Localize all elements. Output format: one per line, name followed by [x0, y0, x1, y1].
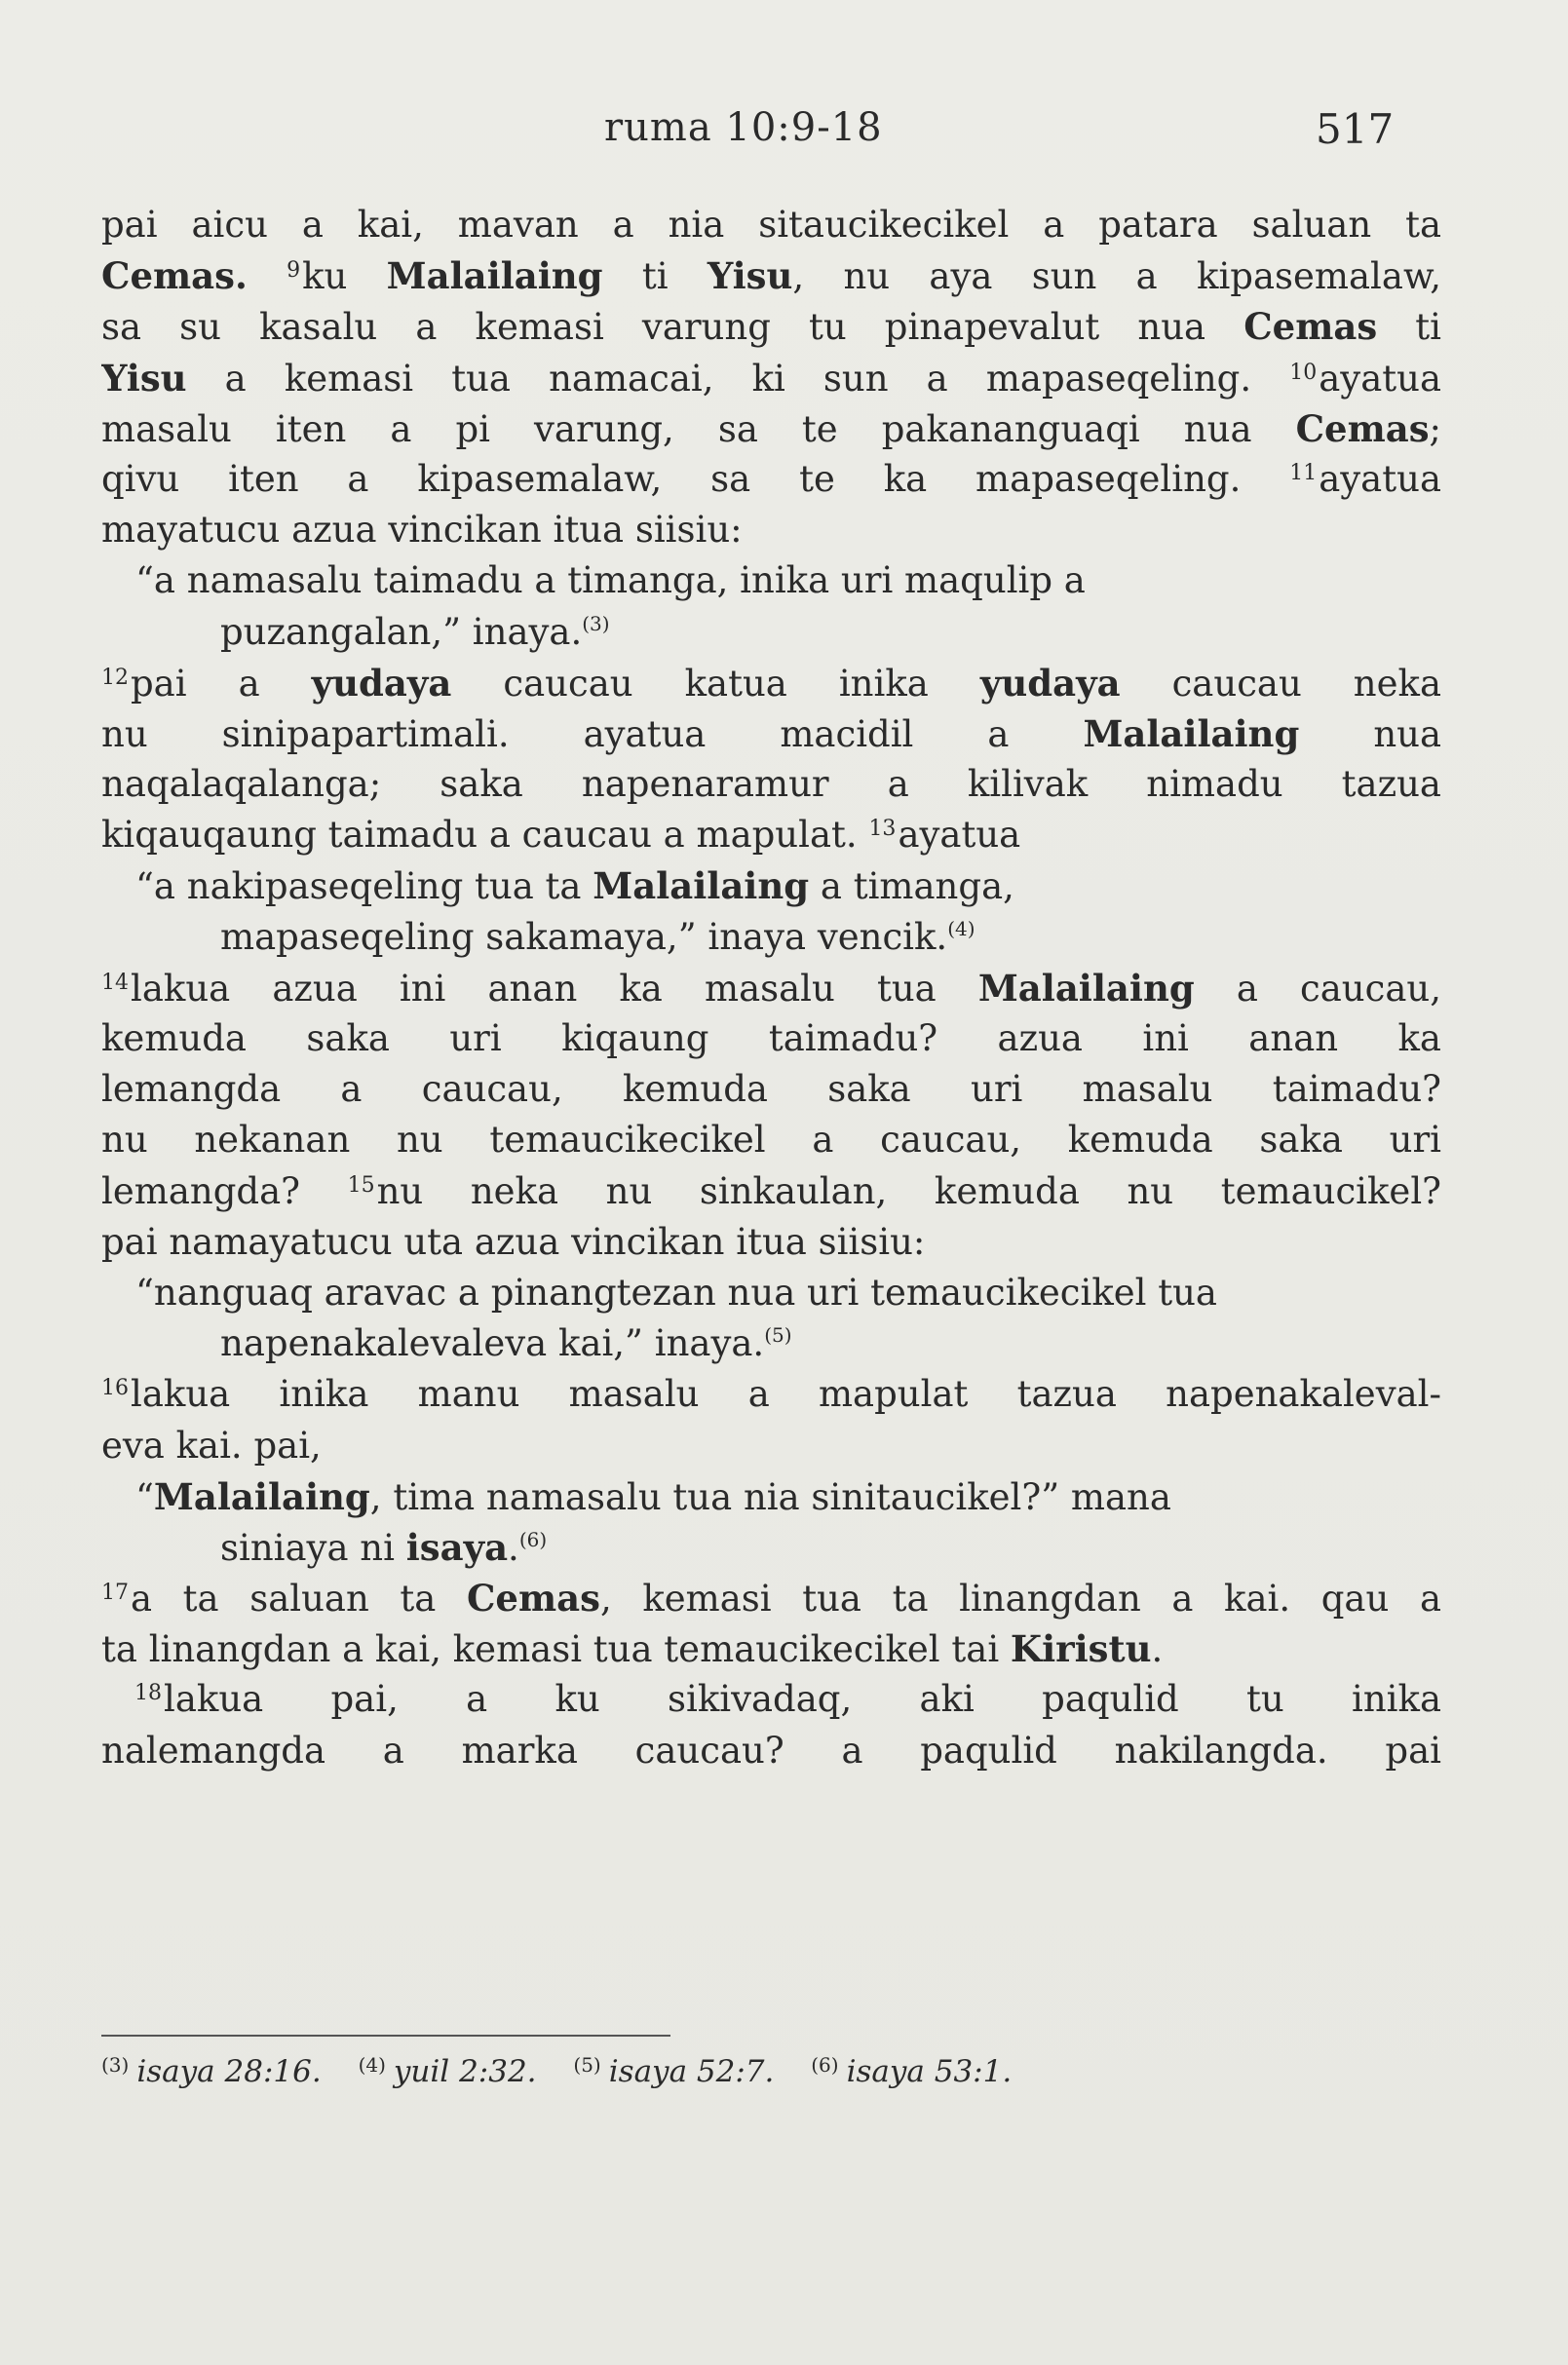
- text-line: lemangda? $^{15}$nu neka nu sinkaulan, kemuda nu temaucikel?: [101, 1169, 1441, 1212]
- text-line: $^{18}$lakua pai, a ku sikivadaq, aki paqulid tu inika: [134, 1678, 1441, 1721]
- quote-line: “a namasalu taimadu a timanga, inika uri maqulip a: [135, 559, 1086, 602]
- text-line: sa su kasalu a kemasi varung tu pinapevalut nua Cemas ti: [101, 305, 1441, 349]
- text-line: lemangda a caucau, kemuda saka uri masalu taimadu?: [101, 1068, 1441, 1111]
- text-line: masalu iten a pi varung, sa te pakananguaqi nua Cemas;: [101, 406, 1441, 450]
- text-line: Yisu a kemasi tua namacai, ki sun a mapaseqeling. $^{10}$ayatua: [101, 356, 1441, 400]
- text-line: pai namayatucu uta azua vincikan itua siisiu:: [101, 1220, 926, 1263]
- quote-line: puzangalan,” inaya.$^{(3)}$: [220, 610, 610, 653]
- text-line: nalemangda a marka caucau? a paqulid nakilangda. pai: [101, 1729, 1441, 1772]
- text-line: $^{12}$pai a yudaya caucau katua inika yudaya caucau neka: [101, 661, 1441, 705]
- footnote: $^{(4)}$ yuil 2:32.: [358, 2053, 537, 2089]
- text-line: $^{17}$a ta saluan ta Cemas, kemasi tua ta linangdan a kai. qau a: [101, 1577, 1441, 1621]
- quote-line: napenakalevaleva kai,” inaya.$^{(5)}$: [220, 1322, 792, 1365]
- footnote: $^{(3)}$ isaya 28:16.: [101, 2053, 322, 2089]
- text-line: eva kai. pai,: [101, 1424, 322, 1467]
- verse-number: 18: [134, 1681, 162, 1706]
- verse-number: 12: [101, 665, 129, 690]
- body-text: [101, 200, 1441, 1776]
- footnotes: [101, 2054, 1368, 2089]
- footnote-ref: (3): [582, 611, 610, 635]
- text-line: kemuda saka uri kiqaung taimadu? azua ini anan ka: [101, 1017, 1441, 1059]
- verse-number: 16: [101, 1376, 129, 1401]
- text-line: qivu iten a kipasemalaw, sa te ka mapaseqeling. $^{11}$ayatua: [101, 457, 1441, 500]
- text-line: kiqauqaung taimadu a caucau a mapulat. $^{13}$ayatua: [101, 814, 1021, 857]
- verse-number: 17: [101, 1581, 129, 1606]
- footnote-divider: [101, 2035, 670, 2037]
- footnote: $^{(5)}$ isaya 52:7.: [573, 2053, 775, 2089]
- footnote-ref: (6): [518, 1527, 548, 1551]
- text-line: naqalaqalanga; saka napenaramur a kilivak nimadu tazua: [101, 763, 1441, 806]
- quote-line: “nanguaq aravac a pinangtezan nua uri temaucikecikel tua: [135, 1271, 1217, 1314]
- quote-line: “a nakipaseqeling tua ta Malailaing a timanga,: [135, 864, 1014, 908]
- running-head: ruma 10:9-18: [604, 105, 883, 150]
- page-header: [0, 105, 1568, 164]
- page-number: 517: [1316, 105, 1395, 153]
- text-line: nu nekanan nu temaucikecikel a caucau, kemuda saka uri: [101, 1119, 1441, 1162]
- verse-number: 9: [287, 258, 301, 284]
- quote-line: mapaseqeling sakamaya,” inaya vencik.$^{(4)}$: [220, 915, 975, 958]
- quote-line: “Malailaing, tima namasalu tua nia sinitaucikel?” mana: [135, 1474, 1171, 1518]
- text-line: $^{16}$lakua inika manu masalu a mapulat tazua napenakaleval-: [101, 1373, 1441, 1416]
- text-line: $^{14}$lakua azua ini anan ka masalu tua Malailaing a caucau,: [101, 966, 1441, 1010]
- text-line: Cemas. $^9$ku Malailaing ti Yisu, nu aya sun a kipasemalaw,: [101, 254, 1441, 298]
- footnote-ref: (5): [764, 1323, 792, 1348]
- text-line: mayatucu azua vincikan itua siisiu:: [101, 509, 743, 552]
- footnote-ref: (4): [947, 916, 975, 940]
- text-line: ta linangdan a kai, kemasi tua temaucikecikel tai Kiristu.: [101, 1627, 1164, 1671]
- text-line: nu sinipapartimali. ayatua macidil a Malailaing nua: [101, 711, 1441, 755]
- text-line: pai aicu a kai, mavan a nia sitaucikecikel a patara saluan ta: [101, 204, 1441, 246]
- footnote: $^{(6)}$ isaya 53:1.: [811, 2053, 1013, 2089]
- verse-number: 10: [1289, 360, 1318, 385]
- quote-line: siniaya ni isaya.$^{(6)}$: [220, 1525, 548, 1569]
- verse-number: 11: [1289, 460, 1318, 485]
- verse-number: 13: [868, 817, 897, 842]
- verse-number: 15: [347, 1172, 375, 1198]
- verse-number: 14: [101, 970, 129, 995]
